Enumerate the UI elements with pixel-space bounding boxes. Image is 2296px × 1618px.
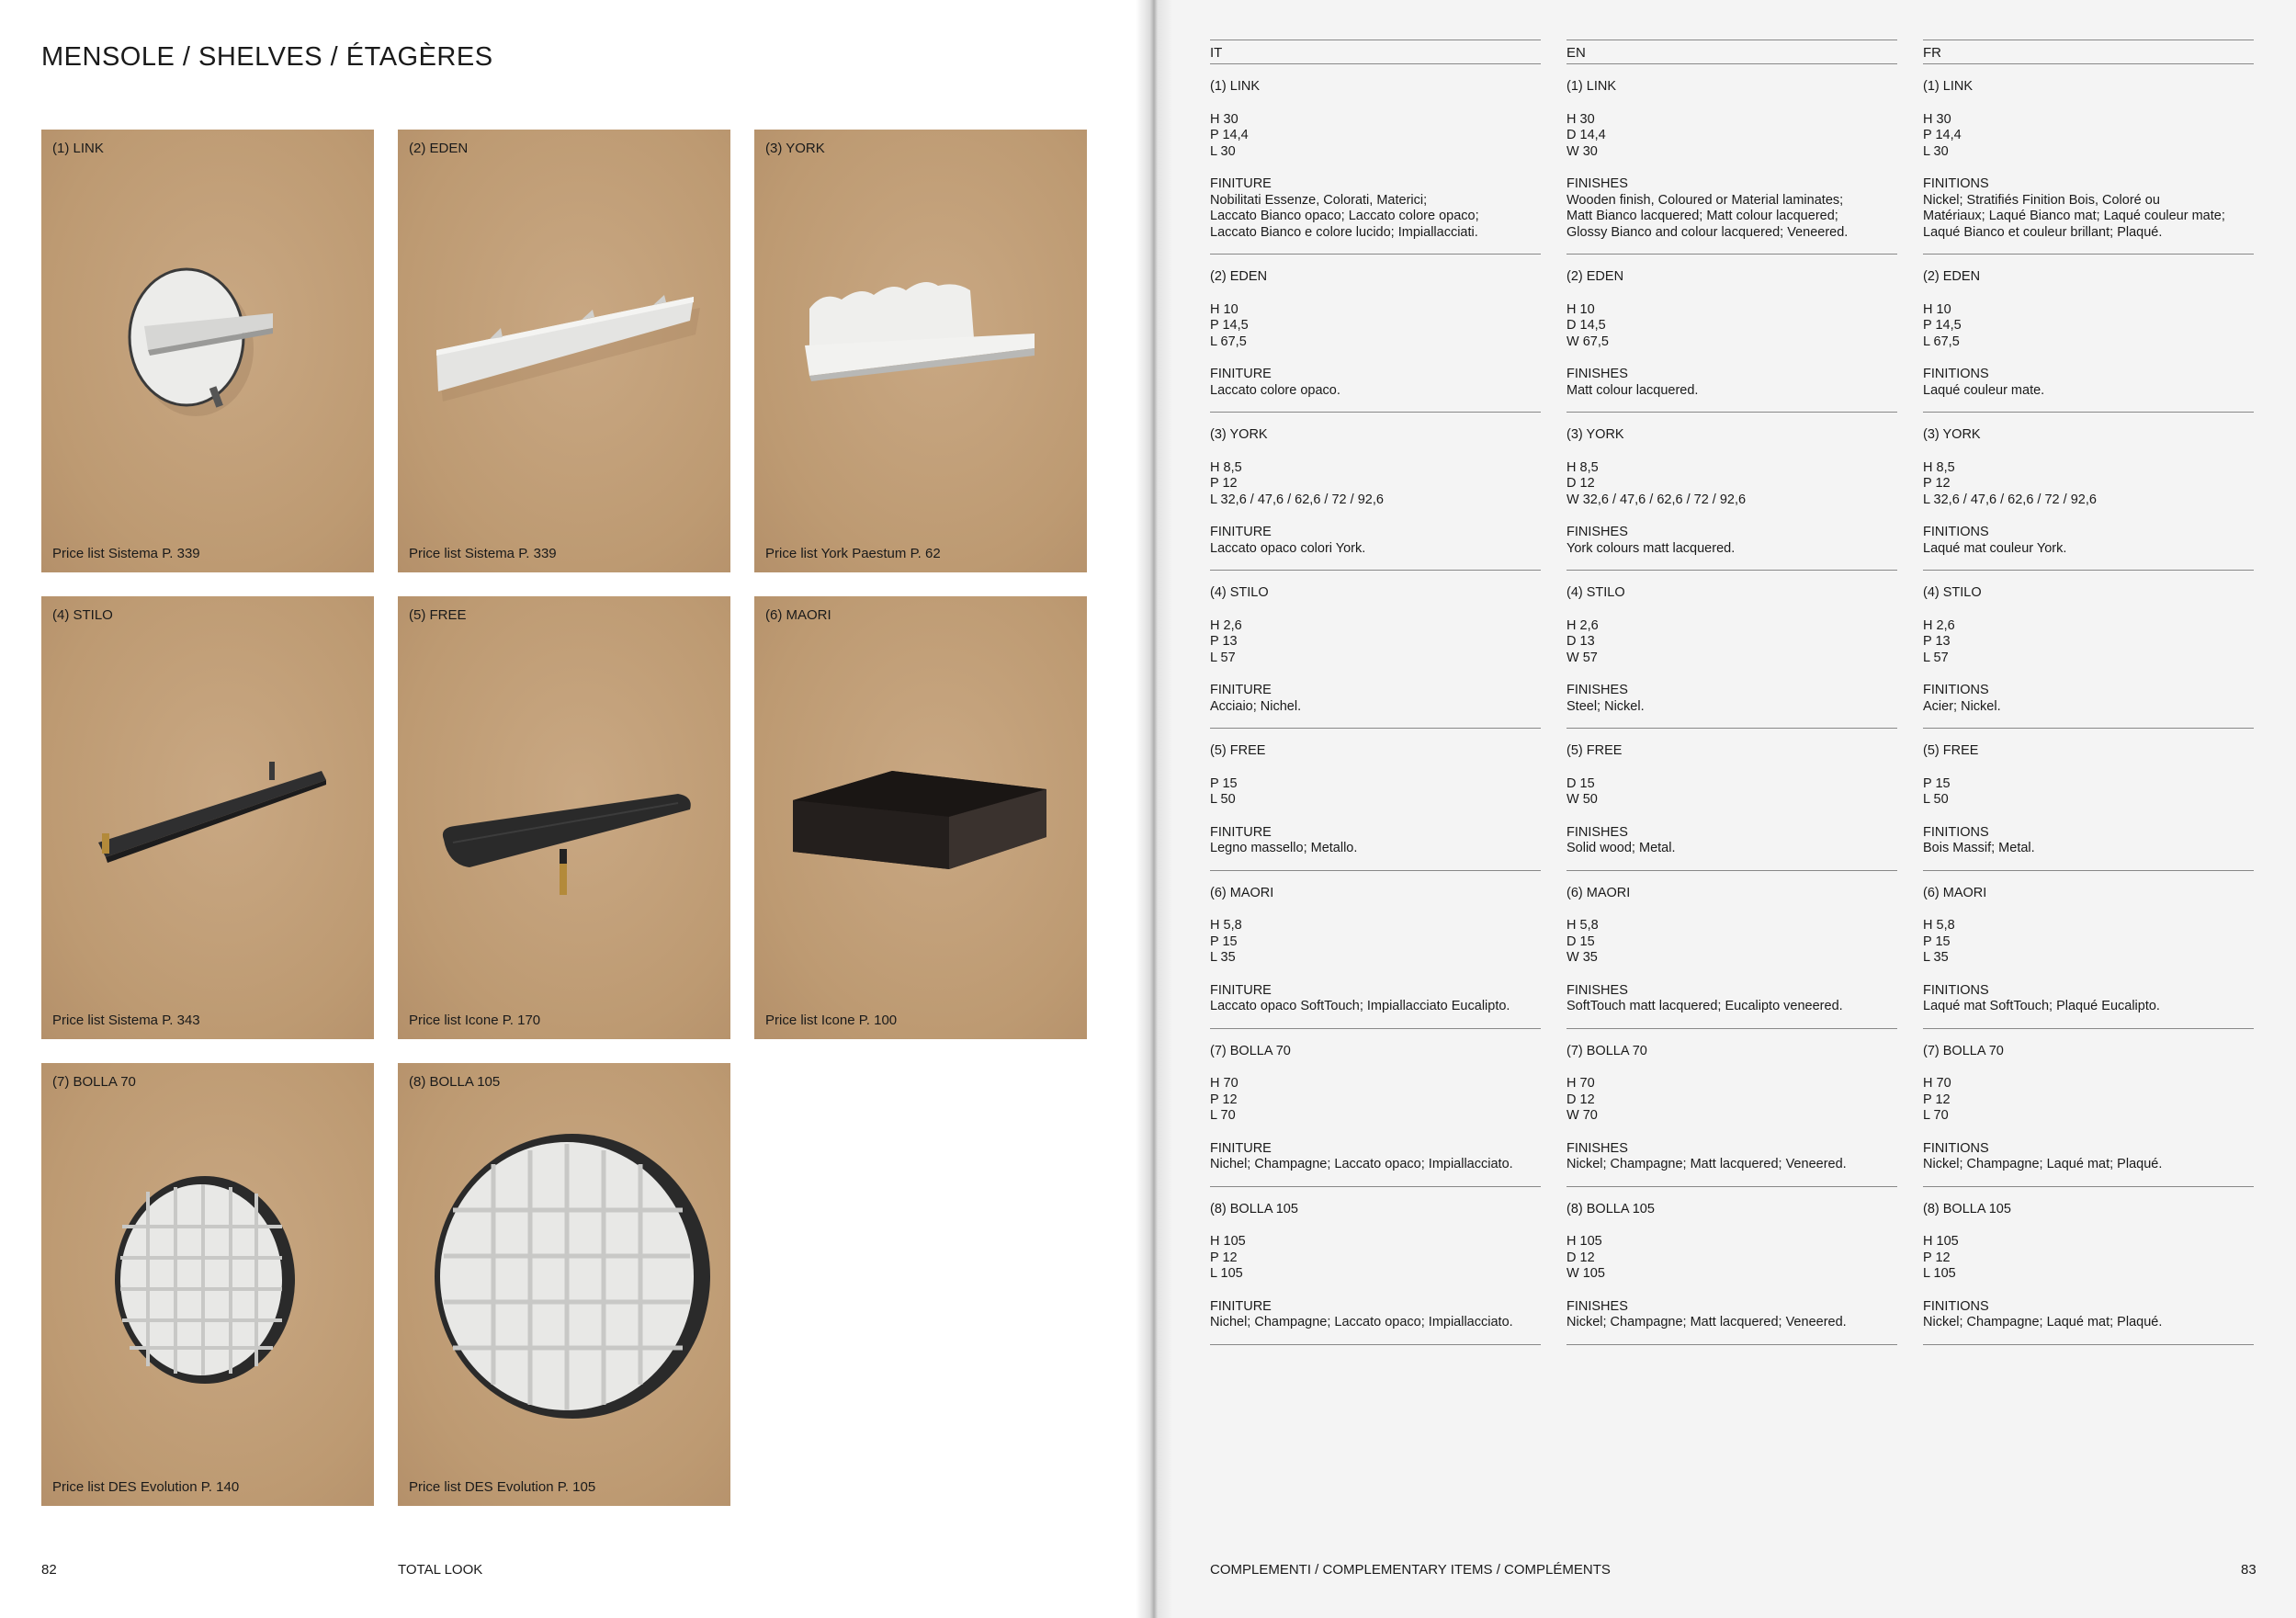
dimensions [1210,112,1541,161]
tile-price: Price list York Paestum P. 62 [765,546,941,561]
dimension-line: P 14,4 [1210,128,1249,142]
finishes-label: FINITIONS [1923,683,1989,697]
finishes-text: Nickel; Champagne; Laqué mat; Plaqué. [1923,1315,2163,1329]
spec-entry [1923,1187,2254,1345]
product-name: (8) BOLLA 105 [1566,1201,1655,1216]
product-tile-eden [398,130,730,572]
dimension-line: L 32,6 / 47,6 / 62,6 / 72 / 92,6 [1923,492,2097,507]
finishes-text: Acciaio; Nichel. [1210,698,1302,714]
dimensions [1566,112,1897,161]
dimension-line: H 70 [1210,1076,1238,1091]
dimension-line: H 2,6 [1210,617,1242,633]
spec-entry [1923,871,2254,1029]
finishes-text: Laqué couleur mate. [1923,382,2045,398]
dimension-line: H 2,6 [1923,617,1955,633]
finishes-label: FINITIONS [1923,367,1989,381]
dimensions [1566,1076,1897,1125]
dimension-line: W 70 [1566,1108,1598,1123]
spec-entry [1210,1187,1541,1345]
dimension-line: P 13 [1210,634,1238,649]
dimension-line: L 70 [1210,1108,1236,1123]
product-name: (2) EDEN [1923,269,1981,284]
product-name: (1) LINK [1210,79,1260,94]
dimension-line: H 10 [1923,301,1951,317]
product-tile-stilo [41,596,374,1039]
product-name: (8) BOLLA 105 [1210,1201,1298,1216]
book-spine-shadow [1136,0,1172,1618]
dimension-line: P 15 [1210,933,1238,949]
finishes-label: FINITURE [1210,367,1272,381]
dimension-line: W 57 [1566,650,1598,665]
dimension-line: H 30 [1210,111,1238,127]
dimension-line: L 105 [1923,1266,1956,1281]
dimension-line: L 105 [1210,1266,1243,1281]
bolla-105-shelf-illustration [398,1063,730,1506]
spec-entry [1566,64,1897,255]
finishes-text: Steel; Nickel. [1566,698,1645,714]
dimension-line: H 10 [1210,301,1238,317]
dimension-line: L 50 [1923,792,1949,807]
finishes-text: York colours matt lacquered. [1566,540,1736,556]
spec-entry [1566,1187,1897,1345]
finishes-label: FINISHES [1566,367,1628,381]
dimensions [1210,918,1541,967]
spec-column-en [1566,40,1897,1345]
dimension-line: H 70 [1566,1076,1595,1091]
dimensions [1566,918,1897,967]
dimension-line: H 8,5 [1923,459,1955,475]
dimension-line: P 14,5 [1923,318,1962,333]
spec-entry [1923,255,2254,413]
tile-label: (2) EDEN [409,141,469,156]
finishes-text: Laccato opaco SoftTouch; Impiallacciato Eucalipto. [1210,999,1510,1013]
bolla-70-shelf-illustration [41,1063,374,1506]
dimensions [1210,1076,1541,1125]
finishes-text: Acier; Nickel. [1923,698,2001,714]
finishes-label: FINITURE [1210,683,1272,697]
finishes-label: FINISHES [1566,1140,1628,1156]
tile-price: Price list Sistema P. 343 [52,1013,200,1028]
dimension-line: W 105 [1566,1266,1605,1281]
finishes-text: Laccato colore opaco. [1210,382,1340,398]
dimension-line: L 57 [1210,650,1236,665]
product-name: (6) MAORI [1923,885,1987,900]
product-tile-york [754,130,1087,572]
tile-price: Price list Sistema P. 339 [52,546,200,561]
link-shelf-illustration [41,130,374,572]
dimension-line: L 70 [1923,1108,1949,1123]
spec-entry [1923,571,2254,729]
product-name: (4) STILO [1210,585,1269,600]
spec-entry [1566,255,1897,413]
product-tile-maori [754,596,1087,1039]
finishes-text: Laccato opaco colori York. [1210,540,1366,556]
product-name: (1) LINK [1923,79,1973,94]
dimensions [1923,1234,2254,1283]
dimension-line: D 15 [1566,775,1595,791]
footer-category-label: COMPLEMENTI / COMPLEMENTARY ITEMS / COMPLÉMENTS [1210,1562,1611,1578]
dimension-line: H 8,5 [1566,459,1599,475]
finishes-text: Nickel; Champagne; Matt lacquered; Veneered. [1566,1157,1847,1171]
dimension-line: H 2,6 [1566,617,1599,633]
dimension-line: P 14,5 [1210,318,1249,333]
dimensions [1566,302,1897,351]
spec-entry [1566,1029,1897,1187]
dimension-line: P 15 [1210,775,1238,791]
dimensions [1923,460,2254,509]
finishes-label: FINITURE [1210,525,1272,539]
product-tile-link [41,130,374,572]
tile-label: (8) BOLLA 105 [409,1074,501,1090]
tile-label: (3) YORK [765,141,825,156]
dimensions [1566,1234,1897,1283]
finishes-label: FINITIONS [1923,1298,1989,1314]
spec-column-it [1210,40,1541,1345]
dimensions [1923,1076,2254,1125]
dimension-line: P 12 [1923,1250,1951,1265]
dimension-line: H 5,8 [1923,918,1955,933]
dimension-line: H 30 [1566,111,1595,127]
dimension-line: P 15 [1923,933,1951,949]
tile-label: (1) LINK [52,141,104,156]
product-tile-free [398,596,730,1039]
dimension-line: P 15 [1923,775,1951,791]
finishes-label: FINITIONS [1923,824,1989,840]
finishes-text: Matt colour lacquered. [1566,382,1699,398]
dimension-line: D 13 [1566,634,1595,649]
free-shelf-illustration [398,596,730,1039]
page-number-left: 82 [41,1562,57,1578]
dimension-line: W 35 [1566,950,1598,965]
dimension-line: D 14,5 [1566,318,1606,333]
dimension-line: D 12 [1566,476,1595,491]
finishes-text: Bois Massif; Metal. [1923,841,2035,855]
spec-entry [1210,255,1541,413]
finishes-text: Nichel; Champagne; Laccato opaco; Impiallacciato. [1210,1157,1513,1171]
dimension-line: H 30 [1923,111,1951,127]
finishes-label: FINISHES [1566,1298,1628,1314]
spec-entry [1566,871,1897,1029]
dimensions [1210,776,1541,809]
spec-entry [1210,571,1541,729]
finishes-text: Nickel; Champagne; Laqué mat; Plaqué. [1923,1157,2163,1171]
dimension-line: L 67,5 [1923,334,1960,349]
dimension-line: H 5,8 [1210,918,1242,933]
product-tile-bolla-70 [41,1063,374,1506]
dimensions [1210,1234,1541,1283]
product-name: (3) YORK [1210,427,1268,442]
finishes-text: Laqué mat couleur York. [1923,540,2067,556]
finishes-label: FINITIONS [1923,176,1989,191]
product-name: (8) BOLLA 105 [1923,1201,2011,1216]
dimension-line: L 50 [1210,792,1236,807]
dimension-line: W 32,6 / 47,6 / 62,6 / 72 / 92,6 [1566,492,1747,507]
footer-section-label: TOTAL LOOK [398,1562,483,1578]
finishes-text: Legno massello; Metallo. [1210,841,1358,855]
dimension-line: W 50 [1566,792,1598,807]
maori-shelf-illustration [754,596,1087,1039]
finishes-label: FINITURE [1210,824,1272,840]
spec-entry [1923,413,2254,571]
dimensions [1923,302,2254,351]
tile-price: Price list Icone P. 100 [765,1013,898,1028]
finishes-label: FINITURE [1210,1140,1272,1156]
finishes-text: Nichel; Champagne; Laccato opaco; Impiallacciato. [1210,1315,1513,1329]
spec-entry [1566,571,1897,729]
finishes-label: FINISHES [1566,824,1628,840]
finishes-label: FINITIONS [1923,1140,1989,1156]
product-name: (7) BOLLA 70 [1210,1043,1291,1058]
dimension-line: D 12 [1566,1250,1595,1265]
dimension-line: P 12 [1210,476,1238,491]
spec-entry [1210,413,1541,571]
dimension-line: H 105 [1923,1234,1959,1249]
spec-entry [1566,413,1897,571]
finishes-label: FINISHES [1566,525,1628,539]
dimension-line: L 30 [1923,143,1949,159]
dimension-line: P 12 [1210,1092,1238,1107]
dimension-line: L 57 [1923,650,1949,665]
column-language-header: EN [1566,40,1897,64]
tile-price: Price list DES Evolution P. 105 [409,1479,596,1495]
dimension-line: D 15 [1566,933,1595,949]
dimension-line: L 35 [1210,950,1236,965]
dimensions [1566,618,1897,667]
column-language-header: FR [1923,40,2254,64]
finishes-label: FINISHES [1566,683,1628,697]
product-name: (2) EDEN [1566,269,1624,284]
dimensions [1210,460,1541,509]
finishes-text: Wooden finish, Coloured or Material laminates; Matt Bianco lacquered; Matt colour lacquered; Glossy Bianco and colour lacquered; Veneered. [1566,192,1849,240]
dimension-line: L 30 [1210,143,1236,159]
spec-entry [1210,64,1541,255]
tile-label: (7) BOLLA 70 [52,1074,136,1090]
product-name: (4) STILO [1566,585,1625,600]
finishes-text: Solid wood; Metal. [1566,841,1676,855]
product-name: (7) BOLLA 70 [1566,1043,1647,1058]
dimension-line: P 13 [1923,634,1951,649]
tile-price: Price list Icone P. 170 [409,1013,541,1028]
finishes-text: Nickel; Stratifiés Finition Bois, Coloré ou Matériaux; Laqué Bianco mat; Laqué couleur mate; Laqué Bianco et couleur brillant; Plaqué. [1923,192,2225,240]
dimensions [1923,618,2254,667]
finishes-label: FINITURE [1210,1298,1272,1314]
finishes-text: Nobilitati Essenze, Colorati, Materici; Laccato Bianco opaco; Laccato colore opaco; Laccato Bianco e colore lucido; Impiallacciati. [1210,192,1479,240]
dimension-line: L 67,5 [1210,334,1247,349]
eden-shelf-illustration [398,130,730,572]
dimensions [1923,918,2254,967]
dimensions [1210,618,1541,667]
dimensions [1210,302,1541,351]
dimension-line: P 12 [1923,1092,1951,1107]
product-name: (4) STILO [1923,585,1982,600]
dimensions [1566,460,1897,509]
dimensions [1923,112,2254,161]
product-name: (3) YORK [1566,427,1624,442]
finishes-label: FINITIONS [1923,525,1989,539]
product-name: (1) LINK [1566,79,1616,94]
tile-label: (5) FREE [409,607,467,623]
product-name: (7) BOLLA 70 [1923,1043,2004,1058]
spec-column-fr [1923,40,2254,1345]
finishes-text: Nickel; Champagne; Matt lacquered; Veneered. [1566,1315,1847,1329]
dimension-line: W 67,5 [1566,334,1609,349]
york-shelf-illustration [754,130,1087,572]
dimension-line: L 35 [1923,950,1949,965]
dimension-line: H 70 [1923,1076,1951,1091]
product-tile-bolla-105 [398,1063,730,1506]
dimension-line: H 105 [1566,1234,1602,1249]
spec-entry [1923,729,2254,871]
spec-entry [1923,64,2254,255]
finishes-label: FINISHES [1566,176,1628,191]
finishes-text: SoftTouch matt lacquered; Eucalipto veneered. [1566,999,1843,1013]
tile-label: (6) MAORI [765,607,831,623]
finishes-label: FINITURE [1210,176,1272,191]
dimensions [1566,776,1897,809]
product-name: (6) MAORI [1566,885,1631,900]
spec-entry [1210,1029,1541,1187]
product-name: (2) EDEN [1210,269,1268,284]
right-page [1150,0,2296,1618]
dimension-line: L 32,6 / 47,6 / 62,6 / 72 / 92,6 [1210,492,1384,507]
tile-label: (4) STILO [52,607,113,623]
tile-price: Price list Sistema P. 339 [409,546,557,561]
page-number-right: 83 [2241,1562,2256,1578]
finishes-label: FINISHES [1566,982,1628,998]
tile-price: Price list DES Evolution P. 140 [52,1479,240,1495]
finishes-label: FINITIONS [1923,982,1989,998]
dimension-line: H 8,5 [1210,459,1242,475]
stilo-shelf-illustration [41,596,374,1039]
spec-entry [1210,871,1541,1029]
page-title: MENSOLE / SHELVES / ÉTAGÈRES [41,42,493,72]
dimension-line: D 12 [1566,1092,1595,1107]
product-name: (5) FREE [1210,743,1266,758]
dimension-line: H 10 [1566,301,1595,317]
finishes-label: FINITURE [1210,982,1272,998]
spec-entry [1566,729,1897,871]
product-name: (6) MAORI [1210,885,1274,900]
spec-entry [1923,1029,2254,1187]
spec-entry [1210,729,1541,871]
product-name: (3) YORK [1923,427,1981,442]
dimension-line: P 12 [1210,1250,1238,1265]
dimension-line: P 14,4 [1923,128,1962,142]
dimension-line: H 5,8 [1566,918,1599,933]
dimension-line: H 105 [1210,1234,1246,1249]
product-name: (5) FREE [1566,743,1623,758]
product-name: (5) FREE [1923,743,1979,758]
column-language-header: IT [1210,40,1541,64]
dimension-line: D 14,4 [1566,128,1606,142]
finishes-text: Laqué mat SoftTouch; Plaqué Eucalipto. [1923,999,2160,1013]
dimension-line: P 12 [1923,476,1951,491]
dimension-line: W 30 [1566,143,1598,159]
dimensions [1923,776,2254,809]
